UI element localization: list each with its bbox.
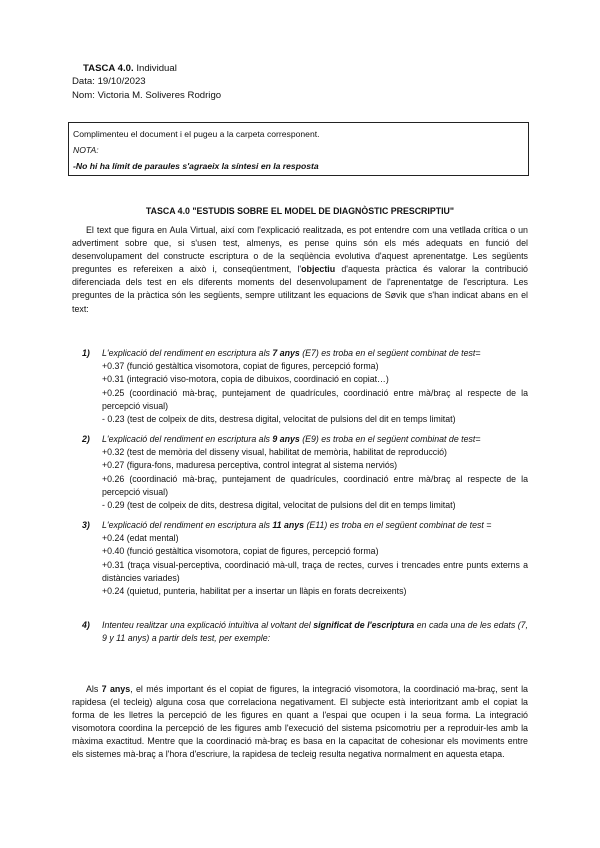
question-heading <box>102 433 528 446</box>
note-text: -No hi ha límit de paraules s'agraeix la síntesi en la resposta <box>73 161 319 171</box>
intro-paragraph <box>72 224 528 316</box>
question-head-bold: 7 anys <box>272 348 300 358</box>
question-number: 3) <box>82 520 90 530</box>
question-item: +0.31 (traça visual-perceptiva, coordinació mà-ull, traça de rectes, curves i trencades entre punts externs a distàncies variades) <box>102 559 528 583</box>
question-head-pre: Intenteu realitzar una explicació intuïtiva al voltant del <box>102 620 314 630</box>
question-head-pre: L'explicació del rendiment en escriptura als <box>102 520 273 530</box>
question-item: - 0.23 (test de colpeix de dits, destresa digital, velocitat de pulsions del dit en temps limitat) <box>102 414 456 425</box>
question-heading <box>102 519 528 532</box>
question-head-post: (E7) es troba en el següent combinat de test= <box>299 348 481 358</box>
answer-bold: 7 anys <box>101 684 131 694</box>
instructions-box <box>68 122 529 176</box>
question-head-bold: 9 anys <box>272 434 300 444</box>
question-item: +0.40 (funció gestàltica visomotora, copiat de figures, percepció forma) <box>102 546 379 557</box>
question-item: +0.32 (test de memòria del disseny visual, habilitat de memòria, habilitat de reproducció) <box>102 447 447 458</box>
intro-part1: El text que figura en Aula Virtual, així com l'explicació realitzada, es pot entendre com una vetllada crítica o un advertiment sobre que, si s'usen test, almenys, es pense quins són els més adequats en funció del desenvolupament del constructe escriptura o de la seqüència evolutiva d'aquest aprenentatge. Les següents preguntes es refereixen a això i, conseqüentment, l' <box>72 225 528 275</box>
question-heading <box>102 347 528 360</box>
question-number: 1) <box>82 348 90 358</box>
intro-bold-word: objectiu <box>301 264 336 275</box>
question-head-bold: 11 anys <box>272 520 305 530</box>
question-3 <box>82 519 528 598</box>
question-head-bold: significat de l'escriptura <box>313 620 415 630</box>
question-head-pre: L'explicació del rendiment en escriptura als <box>102 348 273 358</box>
question-4 <box>82 619 528 645</box>
intro-part2: d'aquesta pràctica és valorar la contribució diferenciada dels test en els diferents moments del desenvolupament de l'aprenentatge de l'escriptura. Les preguntes de la pràctica són les següents, sempre utilitzant les equacions de Søvik que s'han indicat abans en el text: <box>72 264 528 314</box>
task-label: TASCA 4.0. <box>83 63 134 74</box>
question-item: +0.24 (edat mental) <box>102 533 179 544</box>
question-head-post: (E11) es troba en el següent combinat de test = <box>304 520 492 530</box>
question-item: +0.37 (funció gestàltica visomotora, copiat de figures, percepció forma) <box>102 361 379 372</box>
answer-pre: Als <box>86 684 102 694</box>
note-label: NOTA: <box>73 145 99 155</box>
question-number: 4) <box>82 620 90 630</box>
name-line: Nom: Victoria M. Soliveres Rodrigo <box>72 89 222 101</box>
task-type: Individual <box>133 63 177 74</box>
question-item: +0.25 (coordinació mà-braç, puntejament de quadrícules, coordinació entre mà/braç al respecte de la percepció visual) <box>102 387 528 411</box>
question-number: 2) <box>82 434 90 444</box>
question-item: +0.24 (quietud, punteria, habilitat per a insertar un llàpis en forats decreixents) <box>102 586 407 597</box>
task-heading <box>72 62 221 75</box>
answer-paragraph <box>72 683 528 762</box>
document-title: TASCA 4.0 "ESTUDIS SOBRE EL MODEL DE DIAGNÒSTIC PRESCRIPTIU" <box>145 206 455 216</box>
question-heading <box>102 619 528 645</box>
question-2 <box>82 433 528 512</box>
document-header <box>72 62 221 102</box>
question-head-pre: L'explicació del rendiment en escriptura als <box>102 434 273 444</box>
question-1 <box>82 347 528 426</box>
question-item: +0.26 (coordinació mà-braç, puntejament de quadrícules, coordinació entre mà/braç al respecte de la percepció visual) <box>102 473 528 497</box>
question-head-post: (E9) es troba en el següent combinat de test= <box>299 434 481 444</box>
question-item: +0.31 (integració viso-motora, copia de dibuixos, coordinació en copiat…) <box>102 374 389 385</box>
question-head-post: en cada una de les edats (7, 9 y 11 anys) a partir dels test, per exemple: <box>102 620 528 644</box>
question-item: +0.27 (figura-fons, maduresa perceptiva, control integrat al sistema nerviós) <box>102 460 398 471</box>
question-item: - 0.29 (test de colpeix de dits, destresa digital, velocitat de pulsions del dit en temps limitat) <box>102 500 456 511</box>
date-line: Data: 19/10/2023 <box>72 76 146 88</box>
instructions-line: Complimenteu el document i el pugeu a la carpeta corresponent. <box>73 129 320 139</box>
answer-post: , el més important és el copiat de figures, la integració visomotora, la coordinació ma-braç, sent la rapidesa (el tecleig) alguna cosa que correlaciona negativament. El subjecte està interioritzant amb el copiat la forma de les lletres la percepció de les figures en quant a l'espai que ocupen i la seua forma. La integració visomotora coordina la percepció de les figures amb l'execució del sistema psicomotriu per a reproduir-les amb la màxima exactitud. Mentre que la coordinació mà-braç es basa en la capacitat de cohesionar els moviments entre els sistemes mà-braç a l'hora d'escriure, la rapidesa de tecleig resulta negativa normalment en aquesta etapa. <box>72 684 528 760</box>
